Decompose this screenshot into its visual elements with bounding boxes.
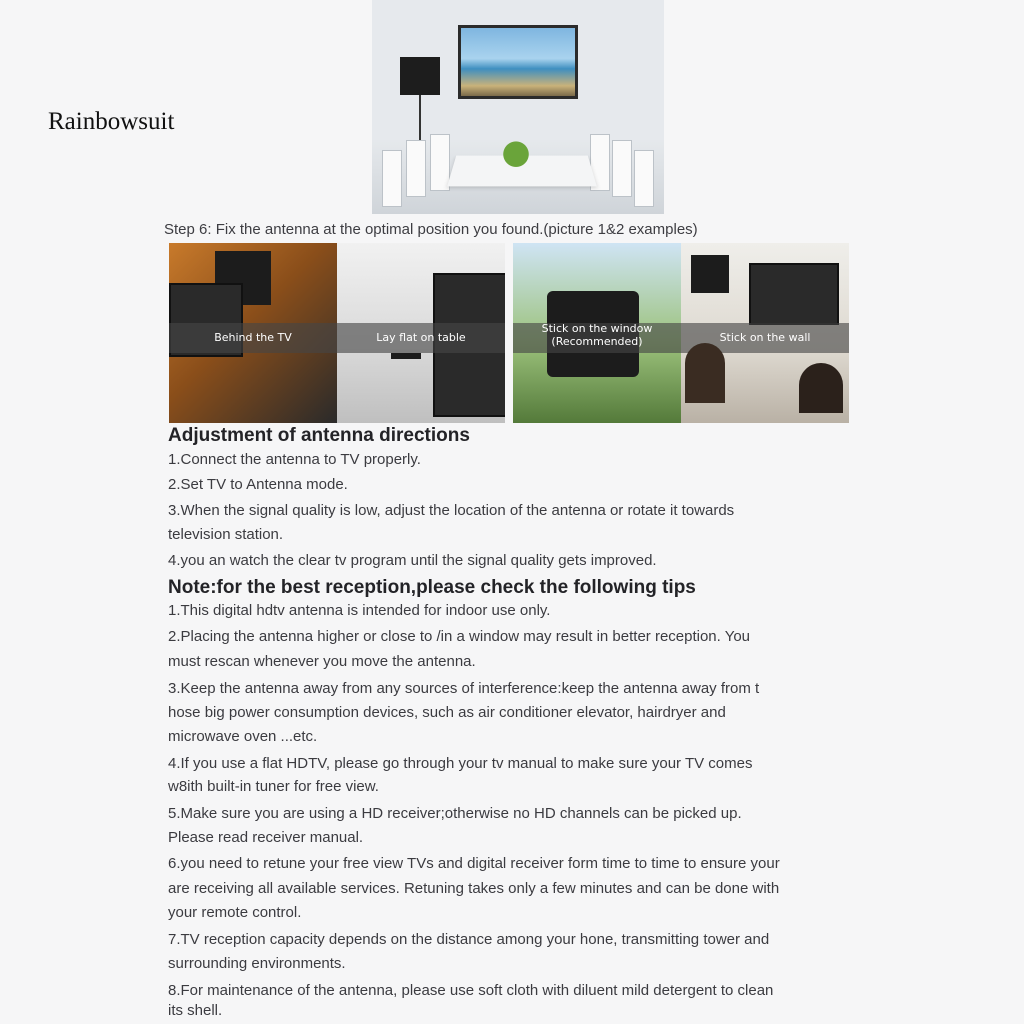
note-line: 6.you need to retune your free view TVs and digital receiver form time to time to ensure your (168, 855, 780, 872)
antenna (691, 255, 729, 293)
note-line: 3.Keep the antenna away from any sources of interference:keep the antenna away from t (168, 680, 760, 697)
hero-room-photo (372, 0, 664, 214)
note-line: Please read receiver manual. (168, 829, 364, 846)
adjust-line: 1.Connect the antenna to TV properly. (168, 451, 421, 468)
note-line: microwave oven ...etc. (168, 728, 318, 745)
note-line: 8.For maintenance of the antenna, please use soft cloth with diluent mild detergent to clean (168, 982, 774, 999)
photo-label: Behind the TV (214, 331, 292, 344)
chair (634, 150, 654, 207)
note-line: 5.Make sure you are using a HD receiver;otherwise no HD channels can be picked up. (168, 805, 742, 822)
photo-label-sub: (Recommended) (551, 335, 643, 348)
photo-label: Stick on the wall (719, 331, 811, 344)
tv (749, 263, 839, 325)
photo-lay-flat (337, 243, 505, 423)
note-line: 4.If you use a flat HDTV, please go through your tv manual to make sure your TV comes (168, 755, 753, 772)
tv-screen (461, 28, 575, 96)
adjust-line: 2.Set TV to Antenna mode. (168, 476, 348, 493)
note-line: w8ith built-in tuner for free view. (168, 778, 379, 795)
chair (382, 150, 402, 207)
adjust-line: 4.you an watch the clear tv program until the signal quality gets improved. (168, 552, 657, 569)
note-line: are receiving all available services. Retuning takes only a few minutes and can be done with (168, 880, 780, 897)
antenna-cable (419, 95, 421, 141)
chair (430, 134, 450, 191)
note-line: must rescan whenever you move the antenna. (168, 653, 476, 670)
antenna (391, 353, 421, 359)
wall-tv (458, 25, 578, 99)
chair (406, 140, 426, 197)
adjust-line: 3.When the signal quality is low, adjust the location of the antenna or rotate it towards (168, 502, 735, 519)
plant (500, 135, 532, 167)
note-line: hose big power consumption devices, such as air conditioner elevator, hairdryer and (168, 704, 726, 721)
person (685, 343, 725, 403)
note-line: 2.Placing the antenna higher or close to /in a window may result in better reception. You (168, 628, 751, 645)
chair (612, 140, 632, 197)
note-heading: Note:for the best reception,please check the following tips (168, 577, 696, 598)
note-line: 1.This digital hdtv antenna is intended for indoor use only. (168, 602, 551, 619)
watermark: Rainbowsuit (48, 108, 175, 135)
step-6-caption: Step 6: Fix the antenna at the optimal position you found.(picture 1&2 examples) (164, 221, 698, 238)
photo-label: Stick on the window (541, 322, 653, 335)
adjust-line: television station. (168, 526, 284, 543)
photo-wall (681, 243, 849, 423)
note-line: its shell. (168, 1002, 223, 1019)
photo-window (513, 243, 681, 423)
adjustment-heading: Adjustment of antenna directions (168, 425, 470, 446)
person (799, 363, 843, 413)
note-line: surrounding environments. (168, 955, 346, 972)
antenna (400, 57, 440, 95)
photo-behind-tv (169, 243, 337, 423)
note-line: 7.TV reception capacity depends on the distance among your hone, transmitting tower and (168, 931, 770, 948)
photo-label: Lay flat on table (376, 331, 466, 344)
note-line: your remote control. (168, 904, 302, 921)
